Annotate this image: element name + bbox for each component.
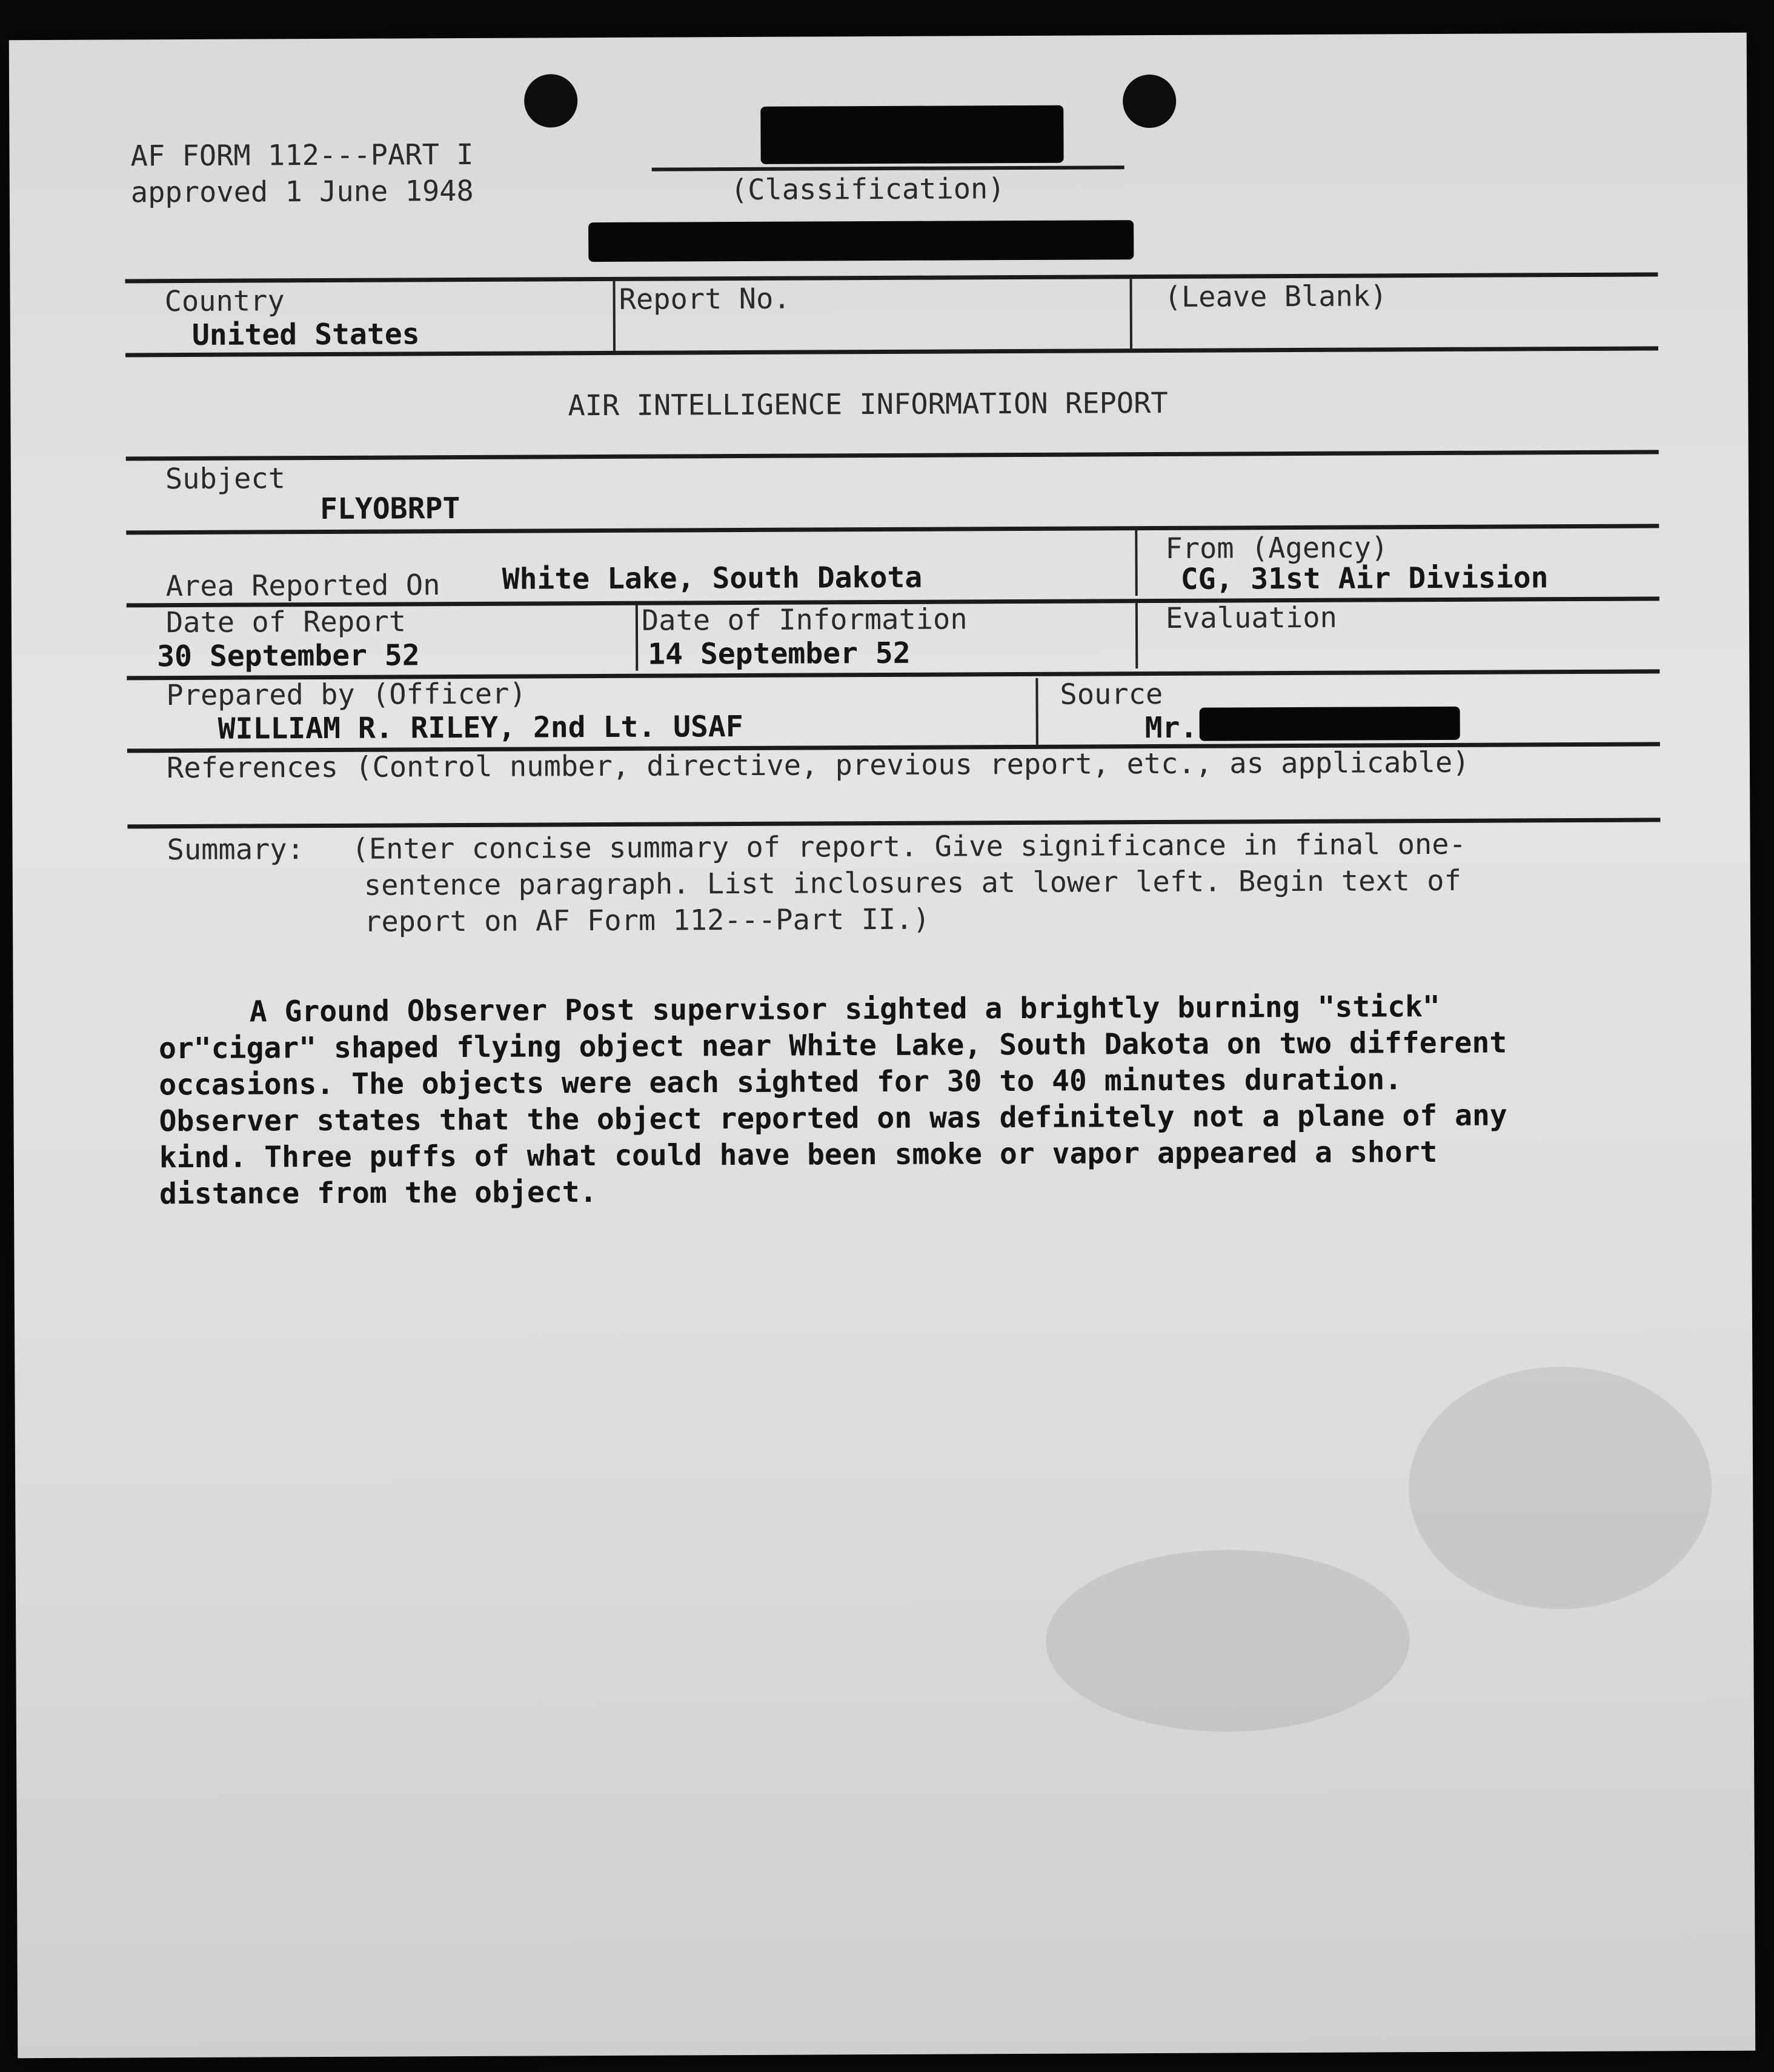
cell-divider	[1035, 678, 1038, 745]
cell-divider	[613, 281, 616, 351]
summary-instructions-2: sentence paragraph. List inclosures at lower left. Begin text of	[364, 864, 1461, 902]
country-value: United States	[191, 317, 420, 352]
cell-divider	[1129, 279, 1132, 348]
report-title: AIR INTELLIGENCE INFORMATION REPORT	[568, 386, 1168, 423]
summary-label: Summary:	[167, 833, 305, 867]
date-of-information-value: 14 September 52	[648, 636, 911, 671]
classification-rule	[652, 165, 1125, 171]
cell-divider	[636, 604, 638, 671]
date-of-information-label: Date of Information	[641, 602, 968, 638]
form-id-line1: AF FORM 112---PART I	[130, 138, 474, 173]
form-rule	[127, 818, 1660, 828]
document-page	[9, 33, 1756, 2058]
cell-divider	[1135, 602, 1138, 668]
binder-hole-left	[524, 74, 577, 127]
from-value: CG, 31st Air Division	[1180, 561, 1549, 596]
country-label: Country	[164, 284, 285, 319]
prepared-by-label: Prepared by (Officer)	[166, 677, 527, 713]
leave-blank-label: (Leave Blank)	[1164, 279, 1387, 314]
summary-instructions-1: (Enter concise summary of report. Give significance in final one-	[351, 827, 1466, 866]
evaluation-label: Evaluation	[1165, 601, 1338, 635]
area-label: Area Reported On	[165, 568, 440, 604]
redaction-classification	[760, 105, 1063, 164]
references-label: References (Control number, directive, previous report, etc., as applicable)	[166, 745, 1470, 785]
source-prefix: Mr.	[1144, 710, 1198, 745]
redaction-source-name	[1200, 707, 1460, 741]
date-of-report-label: Date of Report	[165, 605, 407, 640]
binder-hole-right	[1123, 75, 1176, 128]
subject-value: FLYOBRPT	[320, 491, 460, 527]
prepared-by-value: WILLIAM R. RILEY, 2nd Lt. USAF	[218, 709, 743, 746]
form-rule	[126, 450, 1659, 461]
summary-body	[159, 988, 1523, 1212]
form-id-line2: approved 1 June 1948	[130, 174, 474, 210]
source-label: Source	[1060, 677, 1163, 711]
from-label: From (Agency)	[1165, 531, 1389, 565]
date-of-report-value: 30 September 52	[157, 638, 420, 674]
area-value: White Lake, South Dakota	[502, 560, 923, 596]
report-no-label: Report No.	[619, 282, 791, 316]
summary-paragraph: A Ground Observer Post supervisor sighted a brightly burning "stick" or"cigar" shaped flying object near White Lake, South Dakota on two different occasions. The objects were each sighted for 30 to 40 minutes duration. Observer states that the object reported on was definitely not a plane of any kind. Three puffs of what could have been smoke or vapor appeared a short distance from the object.	[158, 989, 1507, 1211]
paper-stain	[1408, 1366, 1712, 1610]
classification-label: (Classification)	[730, 172, 1005, 207]
cell-divider	[1135, 529, 1137, 596]
summary-instructions-3: report on AF Form 112---Part II.)	[364, 902, 930, 939]
redaction-marking	[588, 220, 1134, 262]
form-rule	[125, 272, 1658, 283]
paper-stain	[1046, 1549, 1410, 1733]
subject-label: Subject	[165, 462, 286, 496]
